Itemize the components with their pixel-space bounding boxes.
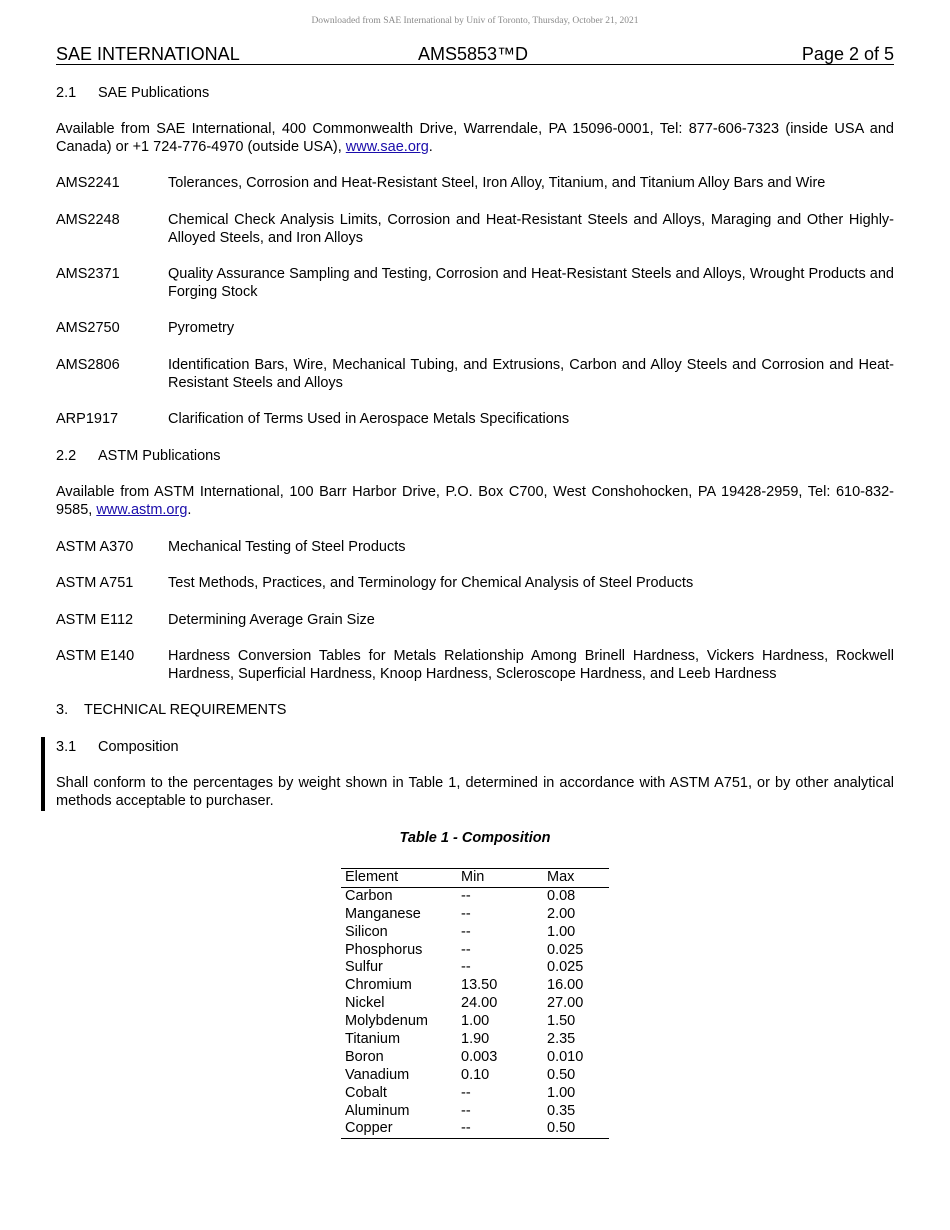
reference-description: Test Methods, Practices, and Terminology for Chemical Analysis of Steel Products (168, 575, 694, 591)
column-header: Min (461, 869, 485, 885)
element-cell: Sulfur (345, 959, 383, 976)
min-cell: -- (461, 923, 471, 940)
download-watermark: Downloaded from SAE International by Univ of Toronto, Thursday, October 21, 2021 (311, 16, 639, 26)
section-number: 2.2 (56, 448, 77, 464)
composition-paragraph: Shall conform to the percentages by weight shown in Table 1, determined in accordance with ASTM A751, or by other analytical methods acceptable to purchaser. (56, 775, 894, 809)
table-row (341, 1031, 609, 1049)
element-cell: Carbon (345, 887, 393, 904)
revision-change-bar (41, 737, 45, 811)
table-row (341, 1067, 609, 1085)
table-row (341, 995, 609, 1013)
element-cell: Titanium (345, 1031, 401, 1048)
reference-code: AMS2248 (56, 212, 120, 228)
table-row (341, 1120, 609, 1138)
section-2-2-heading (56, 447, 221, 465)
max-cell: 2.35 (547, 1031, 576, 1048)
reference-description: Tolerances, Corrosion and Heat-Resistant Steel, Iron Alloy, Titanium, and Titanium Alloy Bars and Wire (168, 175, 826, 191)
period: . (428, 139, 433, 155)
max-cell: 0.025 (547, 959, 584, 976)
min-cell: 0.003 (461, 1048, 498, 1065)
table-row (341, 1013, 609, 1031)
sae-availability-paragraph (56, 120, 894, 156)
section-title: ASTM Publications (98, 448, 221, 464)
reference-description: Clarification of Terms Used in Aerospace Metals Specifications (168, 411, 570, 427)
min-cell: -- (461, 1084, 471, 1101)
reference-code: AMS2806 (56, 357, 120, 373)
table-row (341, 1103, 609, 1121)
section-title: Composition (98, 739, 179, 755)
min-cell: 24.00 (461, 995, 498, 1012)
reference-code: ASTM A751 (56, 575, 134, 591)
reference-code: ASTM E112 (56, 612, 134, 628)
table-row (341, 942, 609, 960)
table-row (341, 924, 609, 942)
min-cell: -- (461, 941, 471, 958)
astm-website-link[interactable]: www.astm.org (96, 502, 188, 518)
min-cell: -- (461, 1102, 471, 1119)
max-cell: 0.50 (547, 1120, 576, 1137)
header-publisher: SAE INTERNATIONAL (56, 44, 240, 64)
section-title: TECHNICAL REQUIREMENTS (84, 702, 287, 718)
section-2-1-heading (56, 84, 209, 102)
reference-description: Determining Average Grain Size (168, 612, 375, 628)
table-row (341, 1049, 609, 1067)
section-3-heading (56, 701, 286, 719)
reference-code: AMS2750 (56, 320, 120, 336)
table-caption: Table 1 - Composition (399, 830, 551, 846)
max-cell: 0.50 (547, 1066, 576, 1083)
reference-description: Mechanical Testing of Steel Products (168, 539, 406, 555)
section-number: 3. (56, 702, 69, 718)
max-cell: 16.00 (547, 977, 584, 994)
max-cell: 1.00 (547, 1084, 576, 1101)
min-cell: 0.10 (461, 1066, 490, 1083)
table-row (341, 977, 609, 995)
max-cell: 0.35 (547, 1102, 576, 1119)
min-cell: -- (461, 959, 471, 976)
table-row (341, 959, 609, 977)
page-header (56, 44, 894, 65)
composition-table (341, 868, 609, 1139)
column-header: Max (547, 869, 575, 885)
element-cell: Aluminum (345, 1102, 410, 1119)
reference-description: Hardness Conversion Tables for Metals Relationship Among Brinell Hardness, Vickers Hardness, Rockwell Hardness, Superficial Hardness, Knoop Hardness, Scleroscope Hardness, and Leeb Hardness (168, 648, 894, 682)
element-cell: Manganese (345, 905, 421, 922)
min-cell: -- (461, 1120, 471, 1137)
column-header: Element (345, 869, 399, 885)
element-cell: Vanadium (345, 1066, 410, 1083)
element-cell: Molybdenum (345, 1013, 429, 1030)
reference-code: ASTM A370 (56, 539, 134, 555)
reference-code: AMS2241 (56, 175, 120, 191)
section-number: 2.1 (56, 85, 77, 101)
max-cell: 2.00 (547, 905, 576, 922)
sae-availability-text: Available from SAE International, 400 Commonwealth Drive, Warrendale, PA 15096-0001, Tel: 877-606-7323 (inside USA and Canada) or +1 724-776-4970 (outside USA), (56, 121, 894, 155)
table-row (341, 888, 609, 906)
reference-code: AMS2371 (56, 266, 120, 282)
table-row (341, 906, 609, 924)
reference-description: Identification Bars, Wire, Mechanical Tubing, and Extrusions, Carbon and Alloy Steels and Corrosion and Heat-Resistant Steels and Alloys (168, 357, 894, 391)
reference-code: ARP1917 (56, 411, 119, 427)
min-cell: -- (461, 905, 471, 922)
section-title: SAE Publications (98, 85, 210, 101)
table-header-row (341, 869, 609, 888)
max-cell: 0.010 (547, 1048, 584, 1065)
element-cell: Boron (345, 1048, 384, 1065)
min-cell: 1.00 (461, 1013, 490, 1030)
element-cell: Copper (345, 1120, 393, 1137)
header-page-number: Page 2 of 5 (801, 44, 894, 64)
element-cell: Phosphorus (345, 941, 423, 958)
table-row (341, 1085, 609, 1103)
reference-code: ASTM E140 (56, 648, 135, 664)
sae-website-link[interactable]: www.sae.org (345, 139, 429, 155)
section-number: 3.1 (56, 739, 77, 755)
reference-description: Quality Assurance Sampling and Testing, Corrosion and Heat-Resistant Steels and Alloys, Wrought Products and Forging Stock (168, 266, 894, 300)
element-cell: Silicon (345, 923, 388, 940)
astm-availability-text: Available from ASTM International, 100 Barr Harbor Drive, P.O. Box C700, West Conshohocken, PA 19428-2959, Tel: 610-832-9585, (56, 484, 894, 518)
reference-description: Pyrometry (168, 320, 235, 336)
max-cell: 1.50 (547, 1013, 576, 1030)
section-3-1-heading (56, 738, 179, 756)
min-cell: -- (461, 887, 471, 904)
max-cell: 0.08 (547, 887, 576, 904)
min-cell: 13.50 (461, 977, 498, 994)
max-cell: 1.00 (547, 923, 576, 940)
header-doc-number: AMS5853™D (418, 44, 529, 64)
reference-description: Chemical Check Analysis Limits, Corrosion and Heat-Resistant Steels and Alloys, Maraging and Other Highly-Alloyed Steels, and Iron Alloys (168, 212, 894, 246)
min-cell: 1.90 (461, 1031, 490, 1048)
period: . (187, 502, 192, 518)
element-cell: Cobalt (345, 1084, 387, 1101)
element-cell: Chromium (345, 977, 412, 994)
element-cell: Nickel (345, 995, 385, 1012)
max-cell: 27.00 (547, 995, 584, 1012)
astm-availability-paragraph (56, 483, 894, 519)
max-cell: 0.025 (547, 941, 584, 958)
